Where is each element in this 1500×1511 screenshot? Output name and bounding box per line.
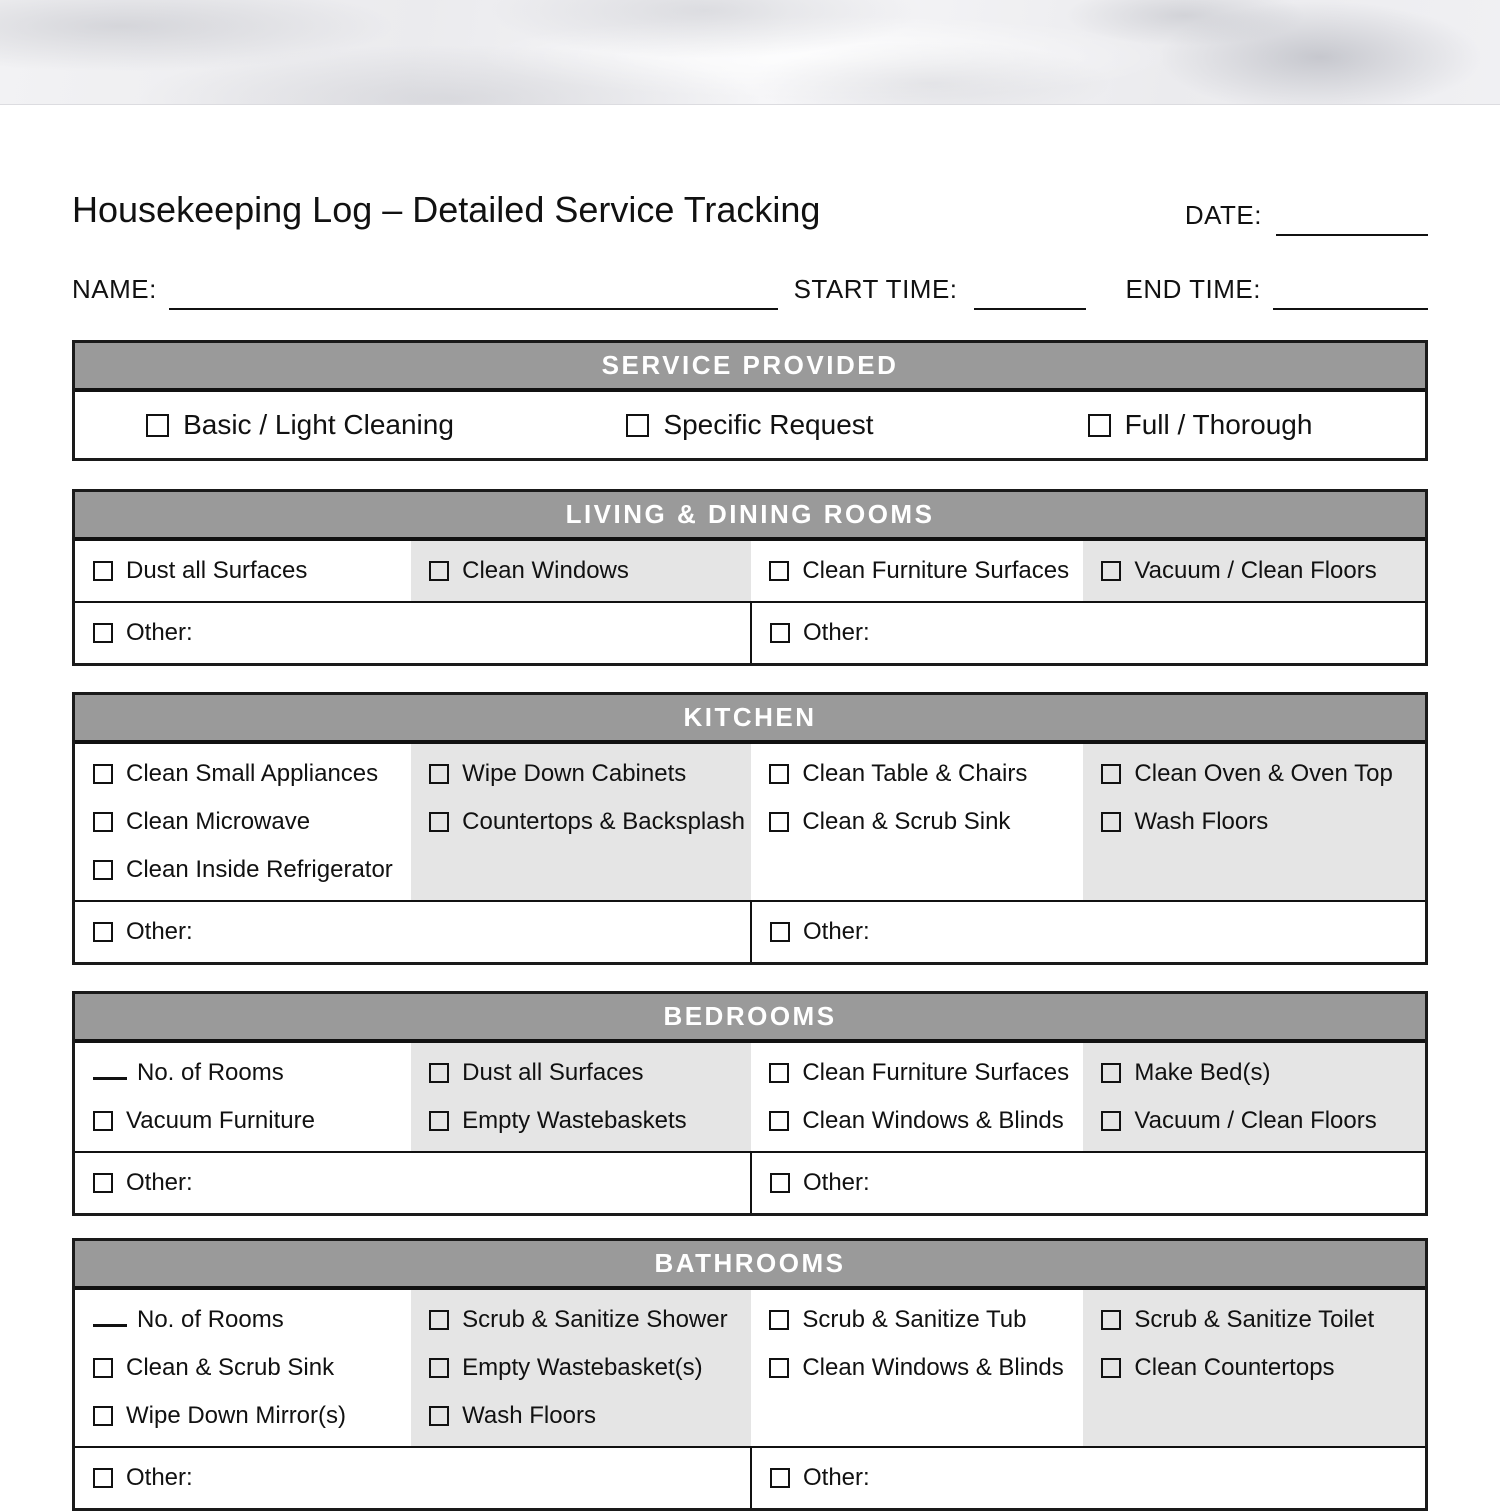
kitchen-col-4 <box>1083 744 1425 900</box>
task-checkbox[interactable] <box>429 561 449 581</box>
checklist-item <box>75 750 411 798</box>
section-header-bedrooms: BEDROOMS <box>75 994 1425 1043</box>
rooms-count-item <box>75 1296 411 1344</box>
checklist-item <box>1083 1296 1425 1344</box>
checklist-item <box>1083 1097 1425 1145</box>
other-checkbox[interactable] <box>93 623 113 643</box>
other-checkbox[interactable] <box>93 1173 113 1193</box>
other-cell-right[interactable] <box>750 603 1425 663</box>
rooms-count-label: No. of Rooms <box>137 1306 284 1333</box>
marble-banner-image <box>0 0 1500 105</box>
task-checkbox[interactable] <box>769 812 789 832</box>
date-label: DATE: <box>1184 200 1262 231</box>
other-label: Other: <box>803 1169 870 1196</box>
section-kitchen <box>72 692 1428 965</box>
other-checkbox[interactable] <box>770 1173 790 1193</box>
checklist-item <box>411 750 751 798</box>
checklist-item <box>751 1049 1083 1097</box>
other-checkbox[interactable] <box>93 922 113 942</box>
bathrooms-col-3 <box>751 1290 1083 1446</box>
other-cell-right[interactable] <box>750 1448 1425 1508</box>
date-field <box>1185 201 1428 230</box>
bedrooms-other-row <box>75 1151 1425 1213</box>
task-label: Dust all Surfaces <box>462 1059 644 1086</box>
other-checkbox[interactable] <box>770 1468 790 1488</box>
date-input-line[interactable] <box>1276 234 1428 236</box>
other-label: Other: <box>126 619 193 646</box>
specific-request-label: Specific Request <box>663 409 874 440</box>
task-label: Clean Table & Chairs <box>802 760 1028 787</box>
checklist-item <box>75 798 411 846</box>
kitchen-col-2 <box>411 744 751 900</box>
rooms-count-item <box>75 1049 411 1097</box>
checklist-item <box>751 1097 1083 1145</box>
task-checkbox[interactable] <box>93 764 113 784</box>
service-option-specific <box>525 409 975 441</box>
name-row <box>72 272 1428 304</box>
task-checkbox[interactable] <box>429 1358 449 1378</box>
task-label: Empty Wastebasket(s) <box>462 1354 703 1381</box>
living-dining-other-row <box>75 601 1425 663</box>
other-checkbox[interactable] <box>770 623 790 643</box>
checklist-item <box>1083 1049 1425 1097</box>
checklist-item <box>75 1392 411 1440</box>
living-dining-col-1 <box>75 541 411 601</box>
task-checkbox[interactable] <box>429 1406 449 1426</box>
checklist-item <box>751 798 1083 846</box>
bedrooms-body <box>75 1043 1425 1151</box>
task-label: Clean Windows <box>462 557 629 584</box>
task-checkbox[interactable] <box>769 1310 789 1330</box>
other-cell-right[interactable] <box>750 1153 1425 1213</box>
task-checkbox[interactable] <box>1101 1063 1121 1083</box>
task-checkbox[interactable] <box>1101 1111 1121 1131</box>
task-label: Clean Furniture Surfaces <box>802 1059 1070 1086</box>
checklist-item <box>75 1097 411 1145</box>
task-checkbox[interactable] <box>1101 1310 1121 1330</box>
checklist-item <box>411 547 751 595</box>
task-checkbox[interactable] <box>1101 1358 1121 1378</box>
section-bathrooms <box>72 1238 1428 1511</box>
checklist-item <box>75 846 411 894</box>
kitchen-col-1 <box>75 744 411 900</box>
other-cell-left[interactable] <box>75 902 750 962</box>
checklist-item <box>411 798 751 846</box>
task-label: Clean Oven & Oven Top <box>1134 760 1393 787</box>
checklist-item <box>75 1344 411 1392</box>
service-option-basic <box>75 409 525 441</box>
checklist-item <box>411 1049 751 1097</box>
task-label: Clean Small Appliances <box>126 760 379 787</box>
other-label: Other: <box>126 1169 193 1196</box>
task-checkbox[interactable] <box>429 1111 449 1131</box>
task-label: Scrub & Sanitize Tub <box>802 1306 1027 1333</box>
task-label: Clean Windows & Blinds <box>802 1107 1064 1134</box>
living-dining-col-4 <box>1083 541 1425 601</box>
task-checkbox[interactable] <box>769 1063 789 1083</box>
task-label: Clean & Scrub Sink <box>802 808 1011 835</box>
task-checkbox[interactable] <box>93 1406 113 1426</box>
bedrooms-col-2 <box>411 1043 751 1151</box>
checklist-item <box>1083 1344 1425 1392</box>
section-service-provided <box>72 340 1428 461</box>
task-checkbox[interactable] <box>769 561 789 581</box>
task-label: Wash Floors <box>462 1402 596 1429</box>
task-label: Dust all Surfaces <box>126 557 308 584</box>
task-checkbox[interactable] <box>429 1310 449 1330</box>
task-label: Empty Wastebaskets <box>462 1107 687 1134</box>
bedrooms-col-3 <box>751 1043 1083 1151</box>
full-thorough-label: Full / Thorough <box>1124 409 1313 440</box>
checklist-item <box>1083 547 1425 595</box>
other-checkbox[interactable] <box>770 922 790 942</box>
task-label: Clean Countertops <box>1134 1354 1335 1381</box>
task-checkbox[interactable] <box>769 1358 789 1378</box>
task-label: Clean Microwave <box>126 808 311 835</box>
task-checkbox[interactable] <box>93 561 113 581</box>
bedrooms-col-1 <box>75 1043 411 1151</box>
other-cell-left[interactable] <box>75 1448 750 1508</box>
task-checkbox[interactable] <box>93 1358 113 1378</box>
section-header-living-dining: LIVING & DINING ROOMS <box>75 492 1425 541</box>
bathrooms-col-1 <box>75 1290 411 1446</box>
checklist-item <box>751 1296 1083 1344</box>
basic-light-cleaning-label: Basic / Light Cleaning <box>183 409 454 440</box>
task-checkbox[interactable] <box>769 764 789 784</box>
kitchen-col-3 <box>751 744 1083 900</box>
task-checkbox[interactable] <box>429 764 449 784</box>
other-label: Other: <box>126 918 193 945</box>
task-checkbox[interactable] <box>1101 561 1121 581</box>
section-header-kitchen: KITCHEN <box>75 695 1425 744</box>
other-label: Other: <box>126 1464 193 1491</box>
living-dining-col-3 <box>751 541 1083 601</box>
task-checkbox[interactable] <box>429 812 449 832</box>
task-label: Vacuum / Clean Floors <box>1134 1107 1377 1134</box>
task-checkbox[interactable] <box>1101 764 1121 784</box>
bathrooms-other-row <box>75 1446 1425 1508</box>
section-header-service-provided: SERVICE PROVIDED <box>75 343 1425 392</box>
end-time-input-line[interactable] <box>1273 308 1428 310</box>
checklist-item <box>751 1344 1083 1392</box>
section-header-bathrooms: BATHROOMS <box>75 1241 1425 1290</box>
task-checkbox[interactable] <box>769 1111 789 1131</box>
end-time-label: END TIME: <box>1125 274 1261 305</box>
start-time-input-line[interactable] <box>974 308 1086 310</box>
title-row <box>72 188 1428 230</box>
rooms-count-input-line[interactable] <box>93 1313 127 1327</box>
start-time-label: START TIME: <box>793 274 958 305</box>
checklist-item <box>411 1344 751 1392</box>
task-label: Clean Windows & Blinds <box>802 1354 1064 1381</box>
task-label: Clean Furniture Surfaces <box>802 557 1070 584</box>
task-label: Scrub & Sanitize Toilet <box>1134 1306 1375 1333</box>
checklist-item <box>1083 798 1425 846</box>
checklist-item <box>751 547 1083 595</box>
other-label: Other: <box>803 619 870 646</box>
form-page <box>0 188 1500 1511</box>
task-checkbox[interactable] <box>93 812 113 832</box>
other-checkbox[interactable] <box>93 1468 113 1488</box>
kitchen-other-row <box>75 900 1425 962</box>
task-label: Scrub & Sanitize Shower <box>462 1306 728 1333</box>
page-title: Housekeeping Log – Detailed Service Tracking <box>72 189 821 231</box>
task-checkbox[interactable] <box>93 1111 113 1131</box>
name-label: NAME: <box>72 274 157 305</box>
other-cell-right[interactable] <box>750 902 1425 962</box>
task-label: Vacuum / Clean Floors <box>1134 557 1377 584</box>
specific-request-checkbox[interactable] <box>626 414 649 437</box>
service-options-row <box>75 392 1425 458</box>
task-checkbox[interactable] <box>93 860 113 880</box>
living-dining-col-2 <box>411 541 751 601</box>
task-label: Wipe Down Cabinets <box>462 760 687 787</box>
kitchen-body <box>75 744 1425 900</box>
task-checkbox[interactable] <box>1101 812 1121 832</box>
rooms-count-input-line[interactable] <box>93 1066 127 1080</box>
rooms-count-label: No. of Rooms <box>137 1059 284 1086</box>
basic-light-cleaning-checkbox[interactable] <box>146 414 169 437</box>
bathrooms-col-2 <box>411 1290 751 1446</box>
other-label: Other: <box>803 918 870 945</box>
checklist-item <box>1083 750 1425 798</box>
task-label: Vacuum Furniture <box>126 1107 315 1134</box>
checklist-item <box>411 1296 751 1344</box>
service-option-full <box>975 409 1425 441</box>
full-thorough-checkbox[interactable] <box>1088 414 1111 437</box>
task-label: Wash Floors <box>1134 808 1269 835</box>
living-dining-body <box>75 541 1425 601</box>
task-label: Countertops & Backsplash <box>462 808 745 835</box>
name-input-line[interactable] <box>169 308 778 310</box>
task-label: Clean & Scrub Sink <box>126 1354 335 1381</box>
checklist-item <box>751 750 1083 798</box>
other-cell-left[interactable] <box>75 1153 750 1213</box>
checklist-item <box>411 1097 751 1145</box>
bathrooms-body <box>75 1290 1425 1446</box>
checklist-item <box>411 1392 751 1440</box>
bathrooms-col-4 <box>1083 1290 1425 1446</box>
checklist-item <box>75 547 411 595</box>
bedrooms-col-4 <box>1083 1043 1425 1151</box>
task-label: Clean Inside Refrigerator <box>126 856 393 883</box>
task-label: Make Bed(s) <box>1134 1059 1271 1086</box>
section-living-dining <box>72 489 1428 666</box>
task-label: Wipe Down Mirror(s) <box>126 1402 347 1429</box>
section-bedrooms <box>72 991 1428 1216</box>
other-label: Other: <box>803 1464 870 1491</box>
task-checkbox[interactable] <box>429 1063 449 1083</box>
other-cell-left[interactable] <box>75 603 750 663</box>
